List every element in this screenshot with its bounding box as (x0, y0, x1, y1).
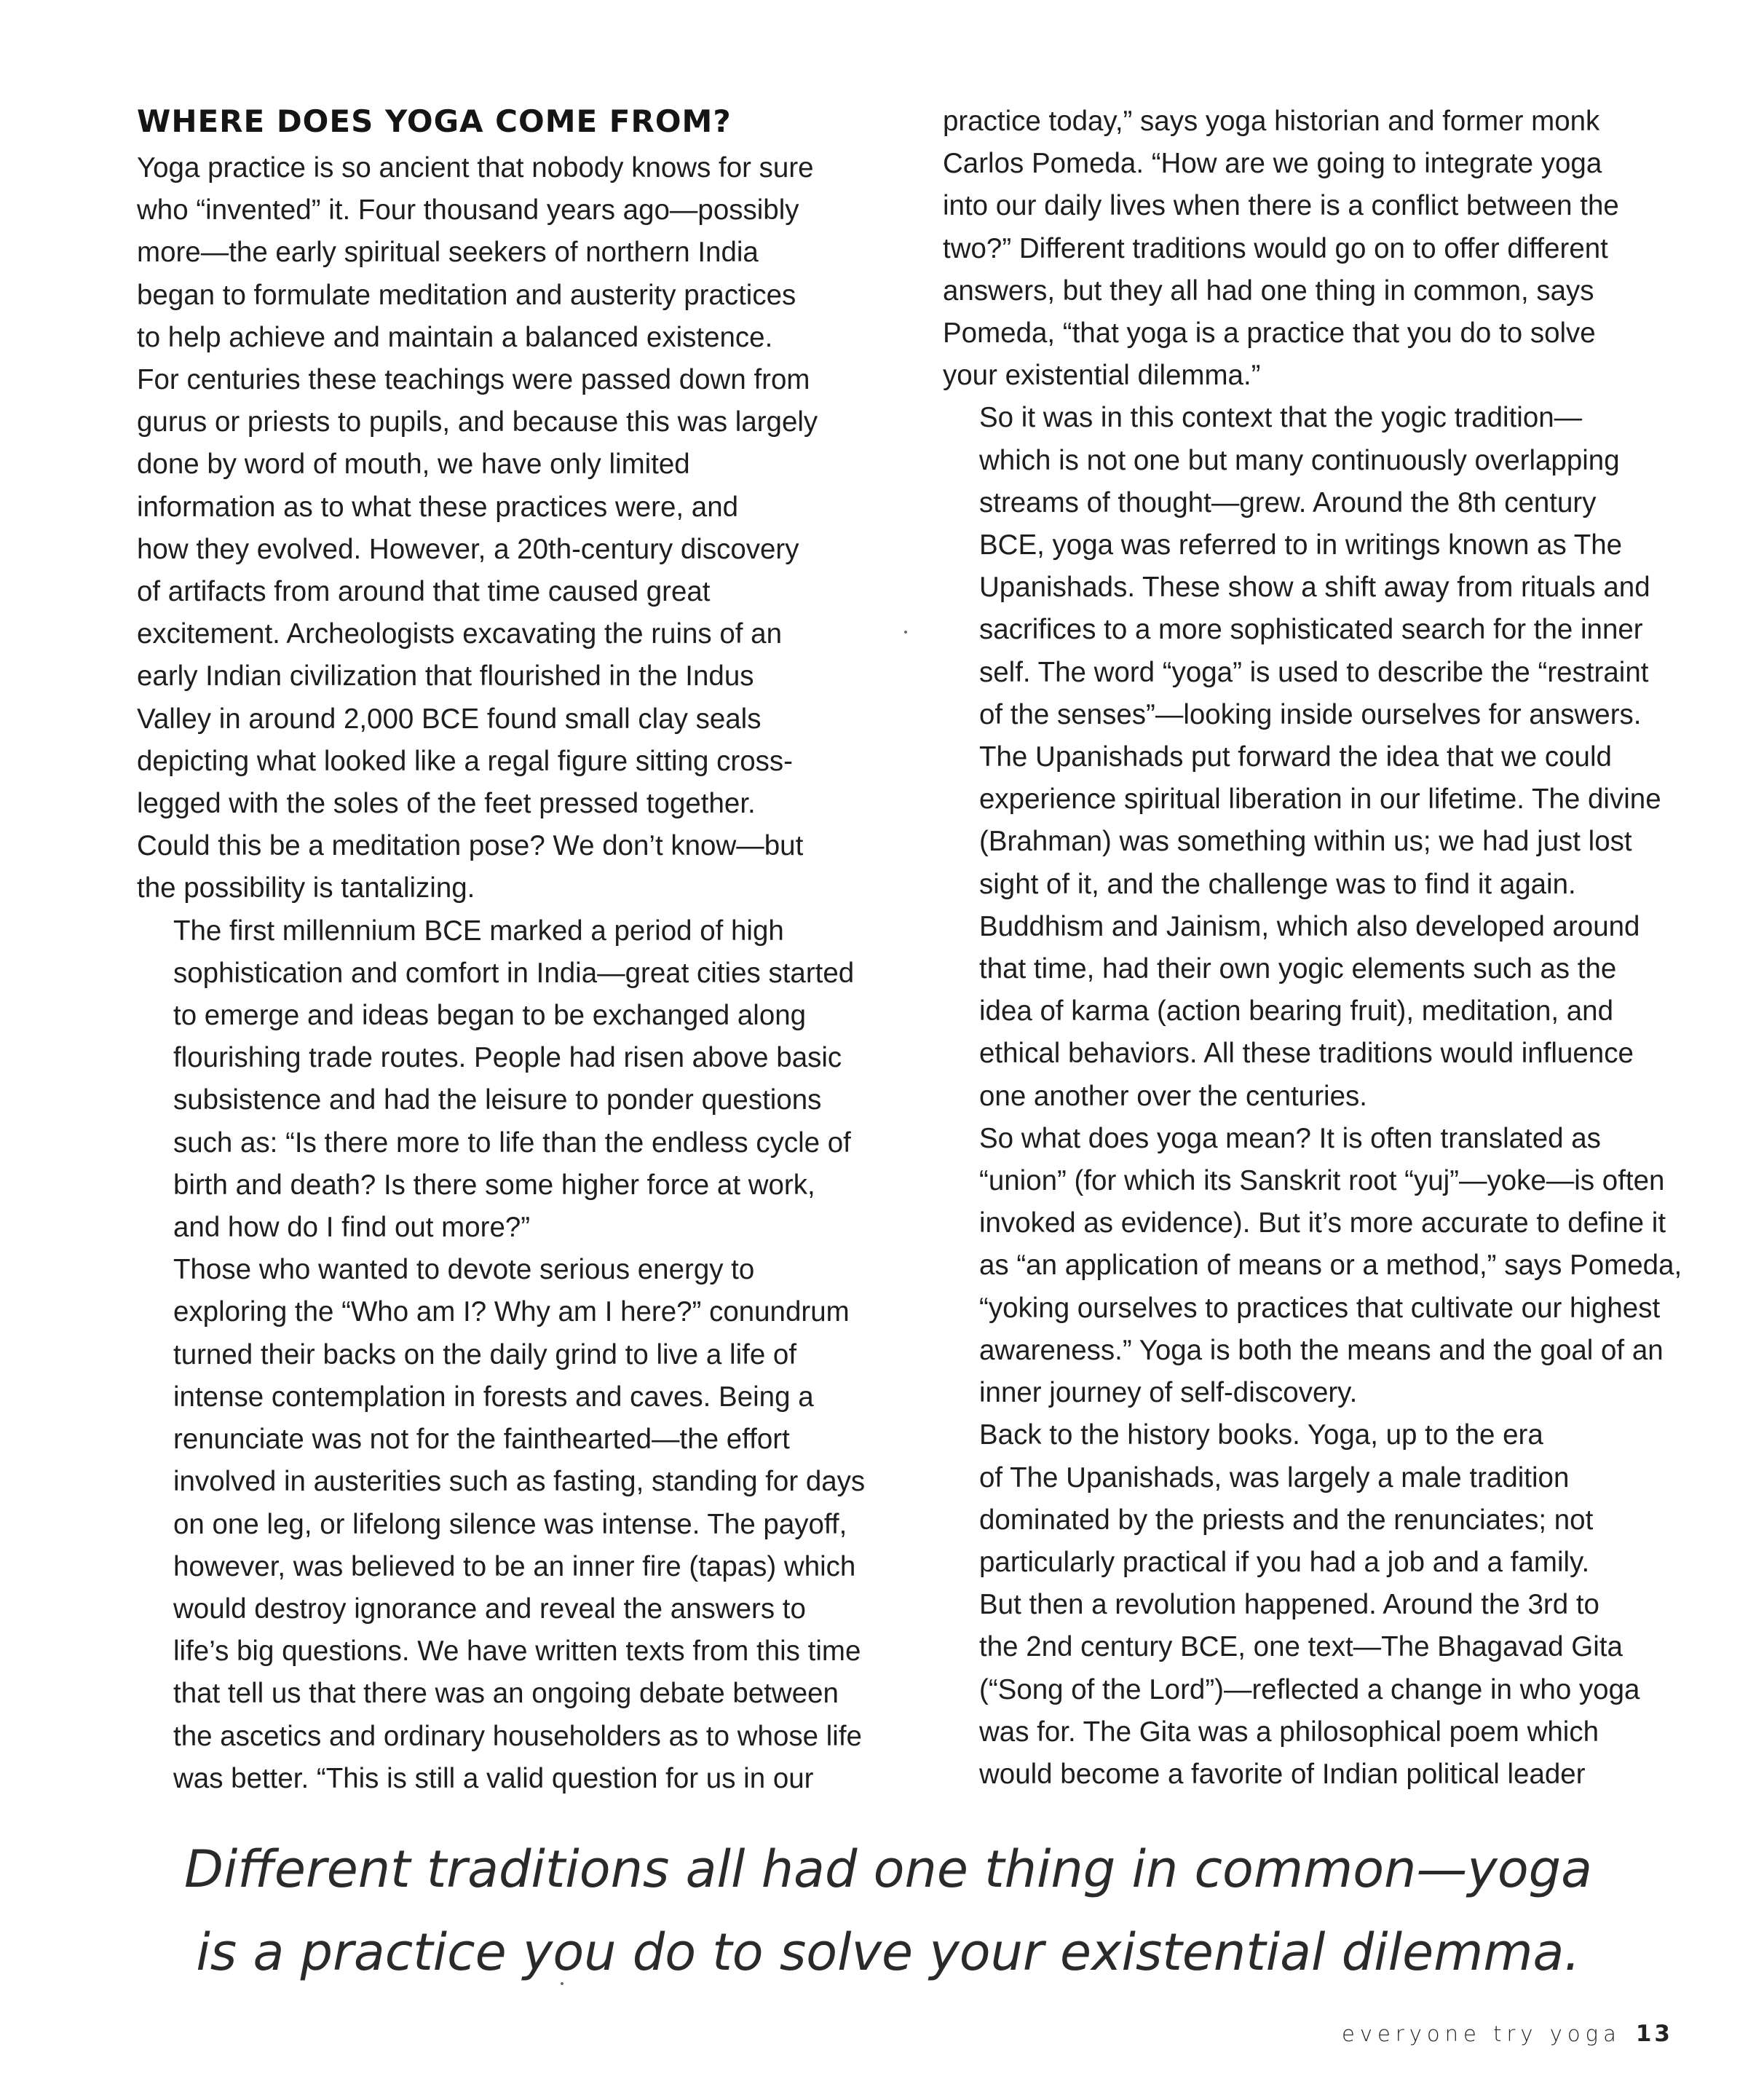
text-line: as “an application of means or a method,” says Pomeda, (979, 1250, 1682, 1282)
text-line: birth and death? Is there some higher force at work, (173, 1169, 815, 1201)
text-line: early Indian civilization that flourished in the Indus (137, 660, 754, 693)
text-line: such as: “Is there more to life than the endless cycle of (173, 1127, 851, 1159)
text-line: The Upanishads put forward the idea that we could (979, 741, 1612, 773)
text-line: Back to the history books. Yoga, up to the era (979, 1419, 1543, 1451)
text-line: So it was in this context that the yogic tradition— (979, 402, 1583, 434)
text-line: ethical behaviors. All these traditions would influence (979, 1038, 1634, 1070)
text-line: was better. “This is still a valid question for us in our (173, 1762, 814, 1794)
text-line: Those who wanted to devote serious energy to (173, 1254, 755, 1286)
text-line: to help achieve and maintain a balanced existence. (137, 321, 773, 353)
text-line: your existential dilemma.” (943, 360, 1261, 392)
text-line: excitement. Archeologists excavating the ruins of an (137, 618, 782, 650)
text-line: and how do I find out more?” (173, 1212, 531, 1244)
text-line: “union” (for which its Sanskrit root “yuj”—yoke—is often (979, 1165, 1665, 1197)
text-line: more—the early spiritual seekers of northern India (137, 237, 759, 269)
text-line: flourishing trade routes. People had risen above basic (173, 1042, 842, 1074)
text-line: the 2nd century BCE, one text—The Bhagavad Gita (979, 1631, 1623, 1663)
left-column (137, 100, 865, 1800)
text-line: the possibility is tantalizing. (137, 872, 475, 904)
text-line: turned their backs on the daily grind to live a life of (173, 1338, 797, 1370)
text-line: Pomeda, “that yoga is a practice that you do to solve (943, 317, 1596, 350)
text-line: who “invented” it. Four thousand years ago—possibly (137, 194, 799, 226)
text-line: one another over the centuries. (979, 1080, 1367, 1112)
text-line: For centuries these teachings were passed down from (137, 364, 810, 396)
text-line: self. The word “yoga” is used to describe the “restraint (979, 656, 1649, 688)
text-line: (Brahman) was something within us; we had just lost (979, 826, 1632, 858)
text-line: would destroy ignorance and reveal the answers to (173, 1593, 806, 1625)
text-line: Could this be a meditation pose? We don’t know—but (137, 830, 804, 862)
text-line: So what does yoga mean? It is often translated as (979, 1122, 1601, 1154)
text-line: legged with the soles of the feet pressed together. (137, 788, 756, 820)
text-line: to emerge and ideas began to be exchanged along (173, 1000, 807, 1032)
text-line: of The Upanishads, was largely a male tradition (979, 1461, 1570, 1494)
paragraph (137, 147, 865, 910)
right-column (943, 100, 1682, 1796)
text-line: that time, had their own yogic elements such as the (979, 953, 1617, 985)
page-number: 13 (1635, 2021, 1673, 2047)
text-line: inner journey of self-discovery. (979, 1377, 1358, 1409)
text-line: Upanishads. These show a shift away from rituals and (979, 572, 1650, 604)
paragraph (137, 910, 865, 1250)
text-line: “yoking ourselves to practices that cultivate our highest (979, 1292, 1661, 1324)
text-line: renunciate was not for the fainthearted—the effort (173, 1424, 790, 1456)
text-line: life’s big questions. We have written texts from this time (173, 1636, 861, 1668)
text-line: into our daily lives when there is a conflict between the (943, 190, 1619, 222)
text-line: particularly practical if you had a job and a family. (979, 1546, 1590, 1578)
print-speck (904, 631, 907, 634)
text-line: invoked as evidence). But it’s more accurate to define it (979, 1207, 1666, 1239)
left-paragraphs (137, 147, 865, 1800)
text-line: idea of karma (action bearing fruit), meditation, and (979, 995, 1613, 1027)
text-line: involved in austerities such as fasting, standing for days (173, 1466, 866, 1498)
text-line: (“Song of the Lord”)—reflected a change in who yoga (979, 1673, 1640, 1705)
text-line: subsistence and had the leisure to ponder questions (173, 1084, 822, 1116)
text-line: depicting what looked like a regal figure sitting cross- (137, 745, 793, 777)
text-line: practice today,” says yoga historian and former monk (943, 106, 1600, 137)
text-line: awareness.” Yoga is both the means and the goal of an (979, 1334, 1664, 1366)
text-line: Valley in around 2,000 BCE found small clay seals (137, 703, 762, 735)
pull-quote (131, 1828, 1645, 1994)
text-line: sacrifices to a more sophisticated search for the inner (979, 614, 1643, 646)
text-line: gurus or priests to pupils, and because this was largely (137, 406, 818, 438)
paragraph (137, 1249, 865, 1800)
text-line: two?” Different traditions would go on to offer different (943, 232, 1608, 264)
paragraph (943, 736, 1674, 1118)
text-line: done by word of mouth, we have only limited (137, 449, 690, 481)
text-line: sight of it, and the challenge was to find it again. (979, 868, 1576, 900)
text-line: But then a revolution happened. Around the 3rd to (979, 1589, 1599, 1621)
text-line: dominated by the priests and the renunciates; not (979, 1504, 1594, 1536)
paragraph (943, 1118, 1682, 1414)
page-footer (1342, 2021, 1673, 2047)
text-line: Carlos Pomeda. “How are we going to integrate yoga (943, 148, 1602, 180)
text-line: of artifacts from around that time caused great (137, 576, 711, 608)
running-title: everyone try yoga (1341, 2021, 1621, 2046)
text-line: how they evolved. However, a 20th-century discovery (137, 533, 799, 565)
print-speck (561, 1982, 563, 1985)
paragraph (943, 100, 1674, 397)
right-paragraphs (943, 100, 1682, 1796)
paragraph (943, 397, 1674, 736)
text-line: exploring the “Who am I? Why am I here?” conundrum (173, 1296, 850, 1328)
text-line: Yoga practice is so ancient that nobody knows for sure (137, 152, 814, 184)
text-line: would become a favorite of Indian political leader (979, 1758, 1586, 1790)
text-line: was for. The Gita was a philosophical poem which (979, 1716, 1599, 1748)
text-line: the ascetics and ordinary householders as to whose life (173, 1720, 862, 1752)
text-line: sophistication and comfort in India—great cities started (173, 957, 855, 989)
text-line: experience spiritual liberation in our lifetime. The divine (979, 784, 1661, 816)
text-line: The first millennium BCE marked a period of high (173, 915, 784, 947)
text-line: of the senses”—looking inside ourselves for answers. (979, 698, 1642, 730)
text-line: that tell us that there was an ongoing debate between (173, 1678, 839, 1710)
text-line: intense contemplation in forests and caves. Being a (173, 1381, 814, 1413)
paragraph (943, 1414, 1674, 1796)
text-line: began to formulate meditation and austerity practices (137, 279, 796, 311)
text-line: streams of thought—grew. Around the 8th century (979, 486, 1597, 518)
text-line: information as to what these practices were, and (137, 491, 739, 523)
text-line: Buddhism and Jainism, which also developed around (979, 910, 1640, 942)
pull-quote-line: Different traditions all had one thing in common—yoga (184, 1839, 1592, 1899)
text-line: on one leg, or lifelong silence was intense. The payoff, (173, 1508, 847, 1540)
pull-quote-line: is a practice you do to solve your existential dilemma. (196, 1922, 1581, 1982)
text-line: BCE, yoga was referred to in writings known as The (979, 529, 1623, 561)
text-line: however, was believed to be an inner fire (tapas) which (173, 1550, 856, 1582)
text-line: answers, but they all had one thing in common, says (943, 275, 1594, 307)
section-heading: WHERE DOES YOGA COME FROM? (137, 103, 732, 139)
text-line: which is not one but many continuously overlapping (979, 444, 1620, 476)
